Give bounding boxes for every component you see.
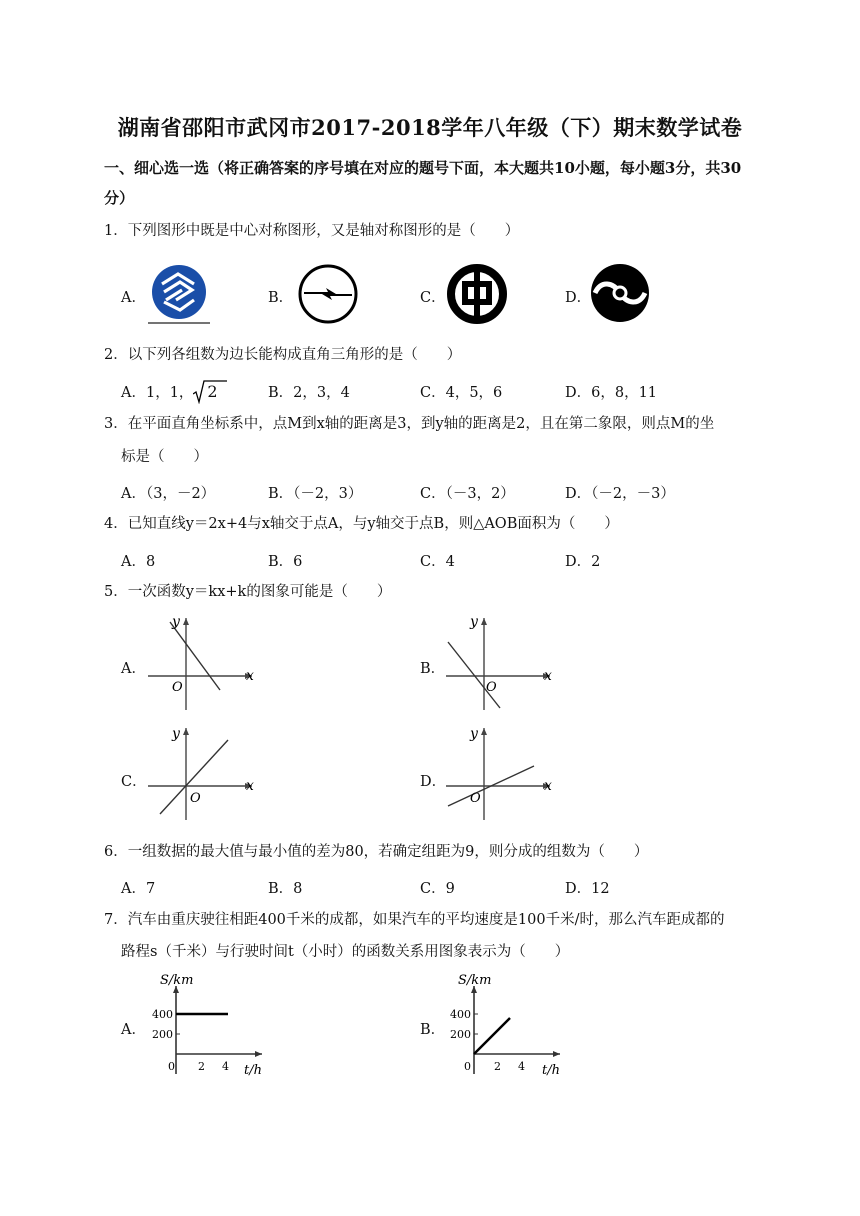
question-3-line1: 3．在平面直角坐标系中，点M到x轴的距离是3，到y轴的距离是2，且在第二象限，则点M的坐 bbox=[104, 416, 715, 432]
y-axis-label: y bbox=[172, 614, 180, 630]
q5-option-b-label: B． bbox=[420, 661, 446, 677]
question-4-text: 4．已知直线y＝2x+4与x轴交于点A，与y轴交于点B，则△AOB面积为（ ） bbox=[104, 516, 619, 532]
q3-option-c: C．（－3，2） bbox=[420, 486, 515, 502]
q4-option-a: A．8 bbox=[121, 554, 156, 570]
q5-option-d-label: D． bbox=[420, 774, 447, 790]
question-7-line1: 7．汽车由重庆驶往相距400千米的成都，如果汽车的平均速度是100千米/时，那么汽车距成都的 bbox=[104, 912, 725, 928]
question-5-text: 5．一次函数y＝kx+k的图象可能是（ ） bbox=[104, 584, 392, 600]
tick-4: 4 bbox=[518, 1060, 525, 1073]
tick-0: 0 bbox=[464, 1060, 471, 1073]
question-6-text: 6．一组数据的最大值与最小值的差为80，若确定组距为9，则分成的组数为（ ） bbox=[104, 844, 649, 860]
q4-option-b: B．6 bbox=[268, 554, 303, 570]
q6-option-d: D．12 bbox=[565, 881, 610, 897]
q3-option-a: A．（3，－2） bbox=[121, 486, 216, 502]
question-3-line2: 标是（ ） bbox=[121, 449, 208, 465]
tick-200: 200 bbox=[152, 1028, 173, 1041]
tick-200: 200 bbox=[450, 1028, 471, 1041]
q7-graph-a bbox=[148, 970, 268, 1080]
q2-option-a-text: A．1，1， bbox=[121, 385, 194, 401]
sqrt-symbol bbox=[193, 382, 217, 401]
origin-label: O bbox=[172, 680, 183, 695]
q2-option-c: C．4，5，6 bbox=[420, 385, 503, 401]
s-axis-label: S/km bbox=[160, 973, 194, 988]
x-axis-label: x bbox=[246, 778, 254, 794]
q5-graph-b bbox=[438, 612, 558, 712]
t-axis-label: t/h bbox=[542, 1063, 560, 1078]
y-axis-label: y bbox=[470, 614, 478, 630]
question-2-text: 2．以下列各组数为边长能构成直角三角形的是（ ） bbox=[104, 347, 462, 363]
x-axis-label: x bbox=[544, 668, 552, 684]
tick-400: 400 bbox=[450, 1008, 471, 1021]
y-axis-label: y bbox=[172, 726, 180, 742]
question-7-line2: 路程s（千米）与行驶时间t（小时）的函数关系用图象表示为（ ） bbox=[121, 944, 570, 960]
q4-option-c: C．4 bbox=[420, 554, 455, 570]
q7-graph-b bbox=[448, 970, 568, 1080]
q3-option-d: D．（－2，－3） bbox=[565, 486, 675, 502]
q6-option-c: C．9 bbox=[420, 881, 455, 897]
q5-option-c-label: C． bbox=[121, 774, 147, 790]
q1-option-b-label: B． bbox=[268, 290, 294, 306]
tick-4: 4 bbox=[222, 1060, 229, 1073]
origin-label: O bbox=[190, 791, 201, 806]
q7-option-a-label: A． bbox=[121, 1022, 146, 1038]
tick-2: 2 bbox=[198, 1060, 205, 1073]
x-axis-label: x bbox=[544, 778, 552, 794]
section-heading-line1: 一、细心选一选（将正确答案的序号填在对应的题号下面，本大题共10小题，每小题3分，共30 bbox=[104, 159, 742, 177]
q5-graph-d bbox=[438, 722, 558, 822]
t-axis-label: t/h bbox=[244, 1063, 262, 1078]
swirl-logo bbox=[589, 262, 651, 324]
s-axis-label: S/km bbox=[458, 973, 492, 988]
q5-option-a-label: A． bbox=[121, 661, 146, 677]
q3-option-b: B．（－2，3） bbox=[268, 486, 363, 502]
q7-option-b-label: B． bbox=[420, 1022, 446, 1038]
q2-option-d: D．6，8，11 bbox=[565, 385, 658, 401]
q2-option-a bbox=[121, 381, 218, 402]
tick-400: 400 bbox=[152, 1008, 173, 1021]
sqrt-radicand: 2 bbox=[207, 382, 218, 401]
q2-option-b: B．2，3，4 bbox=[268, 385, 350, 401]
tick-0: 0 bbox=[168, 1060, 175, 1073]
china-mobile-logo bbox=[148, 262, 210, 326]
q4-option-d: D．2 bbox=[565, 554, 601, 570]
origin-label: O bbox=[470, 791, 481, 806]
section-heading-line2: 分） bbox=[104, 189, 135, 207]
q1-option-d-label: D． bbox=[565, 290, 592, 306]
q6-option-b: B．8 bbox=[268, 881, 303, 897]
y-axis-label: y bbox=[470, 726, 478, 742]
q5-graph-c bbox=[140, 722, 260, 822]
q1-option-a-label: A． bbox=[121, 290, 146, 306]
q1-option-c-label: C． bbox=[420, 290, 446, 306]
opel-logo bbox=[296, 262, 360, 326]
origin-label: O bbox=[486, 680, 497, 695]
q6-option-a: A．7 bbox=[121, 881, 156, 897]
question-1-text: 1．下列图形中既是中心对称图形，又是轴对称图形的是（ ） bbox=[104, 223, 520, 239]
bank-of-china-logo bbox=[445, 262, 509, 326]
q5-graph-a bbox=[140, 612, 260, 712]
tick-2: 2 bbox=[494, 1060, 501, 1073]
page-title: 湖南省邵阳市武冈市2017-2018学年八年级（下）期末数学试卷 bbox=[117, 115, 743, 140]
x-axis-label: x bbox=[246, 668, 254, 684]
